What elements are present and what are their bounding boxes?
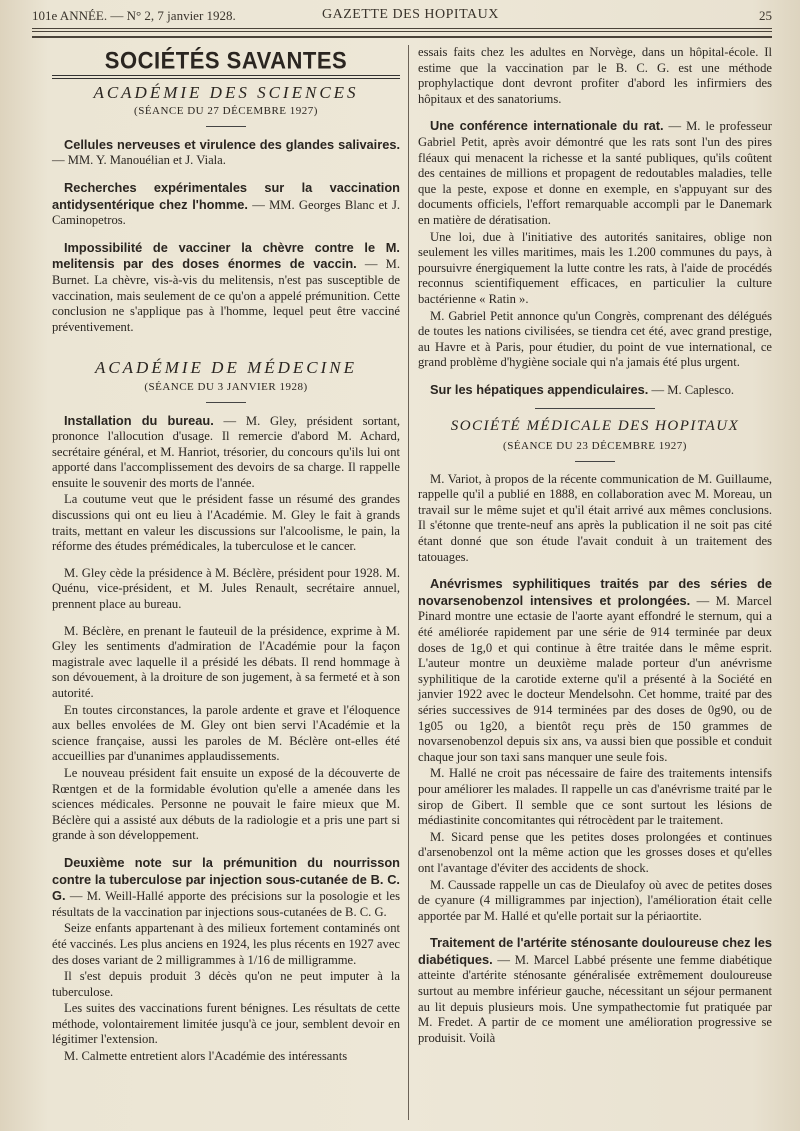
short-rule (206, 402, 246, 403)
page-number: 25 (759, 8, 772, 23)
paragraph: essais faits chez les adultes en Norvège, dans un hôpital-école. Il estime que la vaccination par le B. C. G. est une méthode prophylactique dont devront profiter d'abord les infirmiers des hôpitaux et des sanatoriums. (418, 45, 772, 106)
left-column (52, 45, 400, 1066)
paragraph: M. Caussade rappelle un cas de Dieulafoy où avec de petites doses de cyanure (4 milligrammes par injection), l'amélioration était celle apportée par M. Hallé et qu'elle portait sur la périaortite. (418, 877, 772, 923)
header-rule-3 (32, 36, 772, 38)
seance-date: (SÉANCE DU 23 DÉCEMBRE 1927) (503, 440, 687, 453)
academie-medecine-title: ACADÉMIE DE MÉDECINE (94, 358, 358, 378)
paragraph: Le nouveau président fait ensuite un exposé de la découverte de Rœntgen et de la formidable évolution qu'elle a amenée dans les sciences médicales. Personne ne pouvait le faire mieux que M. Béclère qui a assisté aux débuts de la radiologie et a pris une part si grande à son développement. (52, 765, 400, 843)
issue-info: 101e ANNÉE. — N° 2, 7 janvier 1928. (32, 8, 236, 23)
short-rule (206, 126, 246, 127)
paragraph: Traitement de l'artérite sténosante douloureuse chez les diabétiques. — M. Marcel Labbé présente une femme diabétique atteinte d'artérite sténosante généralisée extrêmement douloureuse surtout au membre inférieur gauche, nécessitant un séjour permanent au lit depuis plusieurs mois. Une sympathectomie fut pratiquée par M. Fredet. A partir de ce moment une amélioration progressive se produisit. Voilà (418, 935, 772, 1045)
paragraph: En toutes circonstances, la parole ardente et grave et l'éloquence aux belles envolées de M. Gley ont bien servi l'Académie et la science française, aussi les paroles de M. Béclère ont-elles été accueillies par d'unanimes applaudissements. (52, 702, 400, 764)
societe-medicale-title: SOCIÉTÉ MÉDICALE DES HOPITAUX (450, 418, 740, 435)
paragraph: Cellules nerveuses et virulence des glandes salivaires. — MM. Y. Manouélian et J. Viala. (52, 136, 400, 168)
paragraph: Il s'est depuis produit 3 décès qu'on ne peut imputer à la tuberculose. (52, 969, 400, 999)
paragraph: La coutume veut que le président fasse un résumé des grandes discussions qui ont eu lieu à l'Académie. M. Gley le fait à grands traits, mettant en valeur les discussions sur l'alcoolisme, le pain, la réforme des études prémédicales, la tuberculose et le cancer. (52, 492, 400, 554)
double-rule (52, 75, 400, 79)
paragraph: Seize enfants appartenant à des milieux fortement contaminés ont été vaccinés. Les plus anciens en 1924, les plus récents en 1927 avec des doses variant de 2 milligrammes à 1/16 de milligramme. (52, 921, 400, 967)
paragraph: M. Gabriel Petit annonce qu'un Congrès, comprenant des délégués de toutes les nations civilisées, se tiendra cet été, avec grand prestige, au Havre et à Paris, pour étudier, du point de vue international, ce grand problème d'hygiène sociale qui n'a jamais été plus urgent. (418, 308, 772, 370)
paragraph: Anévrismes syphilitiques traités par des séries de novarsenobenzol intensives et prolongées. — M. Marcel Pinard montre une ectasie de l'aorte ayant effondré le sternum, qui a été améliorée rapidement par une série de 914 terminée par deux doses de 1g,0 et qui continue à être traitée dans le même esprit. L'auteur montre un deuxième malade porteur d'un anévrisme syphilitique de la carotide externe qu'il a présenté à la Société en janvier 1922 avec le docteur Mendelsohn. Cet homme, traité par des séries successives de 914 terminées par des doses de 0g90, ou de 1g05 ou 1g20, a bientôt reçu près de 150 grammes de novarsenobenzol depuis six ans, va aussi bien que possible et conduit chaque jour son taxi sans manquer une seule fois. (418, 576, 772, 764)
journal-title: GAZETTE DES HOPITAUX (322, 7, 499, 22)
paragraph: M. Sicard pense que les petites doses prolongées et continues d'arsenobenzol ont la même action que les grosses doses et qu'elles ont l'avantage d'éviter des accidents de shock. (418, 829, 772, 875)
paragraph: Recherches expérimentales sur la vaccination antidysentérique chez l'homme. — MM. Georges Blanc et J. Caminopetros. (52, 179, 401, 228)
paragraph: M. Béclère, en prenant le fauteuil de la présidence, exprime à M. Gley les sentiments d'admiration de l'Académie pour la façon magistrale avec laquelle il a présidé les débats. Il rend hommage à son dévouement, à la droiture de son jugement, à sa fermeté et à son autorité. (52, 623, 400, 700)
page-header (32, 8, 772, 24)
header-rule (32, 28, 772, 29)
right-column (418, 45, 772, 1047)
column-divider (408, 45, 409, 1120)
section-main-title: SOCIÉTÉS SAVANTES (104, 46, 348, 75)
paragraph: M. Variot, à propos de la récente communication de M. Guillaume, rappelle qu'il a publié en 1888, en collaboration avec M. Moreau, un travail sur le même sujet et qu'il était arrivé aux mêmes conclusions. Il s'étonne que trente-neuf ans après la publication il ne soit pas cité étant donné que son étude l'avait conduit à un traitement des tatouages. (418, 471, 772, 564)
paragraph: Les suites des vaccinations furent bénignes. Les résultats de cette méthode, volontairement limitée jusqu'à ce jour, semblent devoir en légitimer l'extension. (52, 1001, 400, 1047)
paragraph: M. Hallé ne croit pas nécessaire de faire des traitements intensifs pour améliorer les malades. Il rappelle un cas d'anévrisme traité par le sirop de Gibert. Il semble que ce sont surtout les lésions de médiastinite concomitantes qui rétrocèdent par le traitement. (418, 766, 772, 828)
paragraph: M. Gley cède la présidence à M. Béclère, président pour 1928. M. Quénu, vice-président, et M. Jules Renault, secrétaire annuel, prennent place au bureau. (52, 565, 400, 612)
paragraph: Sur les hépatiques appendiculaires. — M. Caplesco. (430, 381, 735, 397)
paragraph: Impossibilité de vacciner la chèvre contre le M. melitensis par des doses énormes de vaccin. — M. Burnet. La chèvre, vis-à-vis du melitensis, n'est pas susceptible de vaccination, mais seulement de ce qu'on a appelé prémunition. Cette conclusion ne s'applique pas à l'homme, lequel peut être vacciné préventivement. (52, 239, 401, 334)
section-rule (535, 408, 655, 409)
short-rule (575, 461, 615, 462)
paragraph: M. Calmette entretient alors l'Académie des intéressants (64, 1049, 348, 1064)
paragraph: Installation du bureau. — M. Gley, président sortant, prononce l'allocution d'usage. Il remercie d'abord M. Achard, secrétaire général, et M. Hanriot, trésorier, du concours qu'ils lui ont apporté dans l'accomplissement des devoirs de sa charge. Il rappelle ensuite le souvenir des morts de l'année. (52, 412, 400, 490)
header-rule-2 (32, 31, 772, 32)
paragraph: Une conférence internationale du rat. — M. le professeur Gabriel Petit, après avoir démontré que les rats sont l'un des pires fléaux qui menacent la richesse et la santé publiques, qu'ils coûtent des centaines de millions et propagent de redoutables maladies, telle que la peste, expose et donne en exemple, en s'appuyant sur des documents officiels, l'effort remarquable accompli par le Danemark en matière de dératisation. (418, 118, 772, 227)
paragraph: Une loi, due à l'initiative des autorités sanitaires, oblige non seulement les villes maritimes, mais les 1.200 communes du pays, à poursuivre énergiquement la lutte contre les rats, à l'aide de procédés reconnus scientifiquement efficaces, en particulier la culture bactérienne « Ratin ». (418, 229, 772, 306)
seance-date: (SÉANCE DU 27 DÉCEMBRE 1927) (134, 105, 318, 118)
academie-sciences-title: ACADÉMIE DES SCIENCES (93, 82, 359, 102)
seance-date: (SÉANCE DU 3 JANVIER 1928) (144, 380, 308, 393)
paragraph: Deuxième note sur la prémunition du nourrisson contre la tuberculose par injection sous-cutanée de B. C. G. — M. Weill-Hallé apporte des précisions sur la posologie et les résultats de la vaccination par injections sous-cutanées de B. C. G. (52, 854, 400, 919)
